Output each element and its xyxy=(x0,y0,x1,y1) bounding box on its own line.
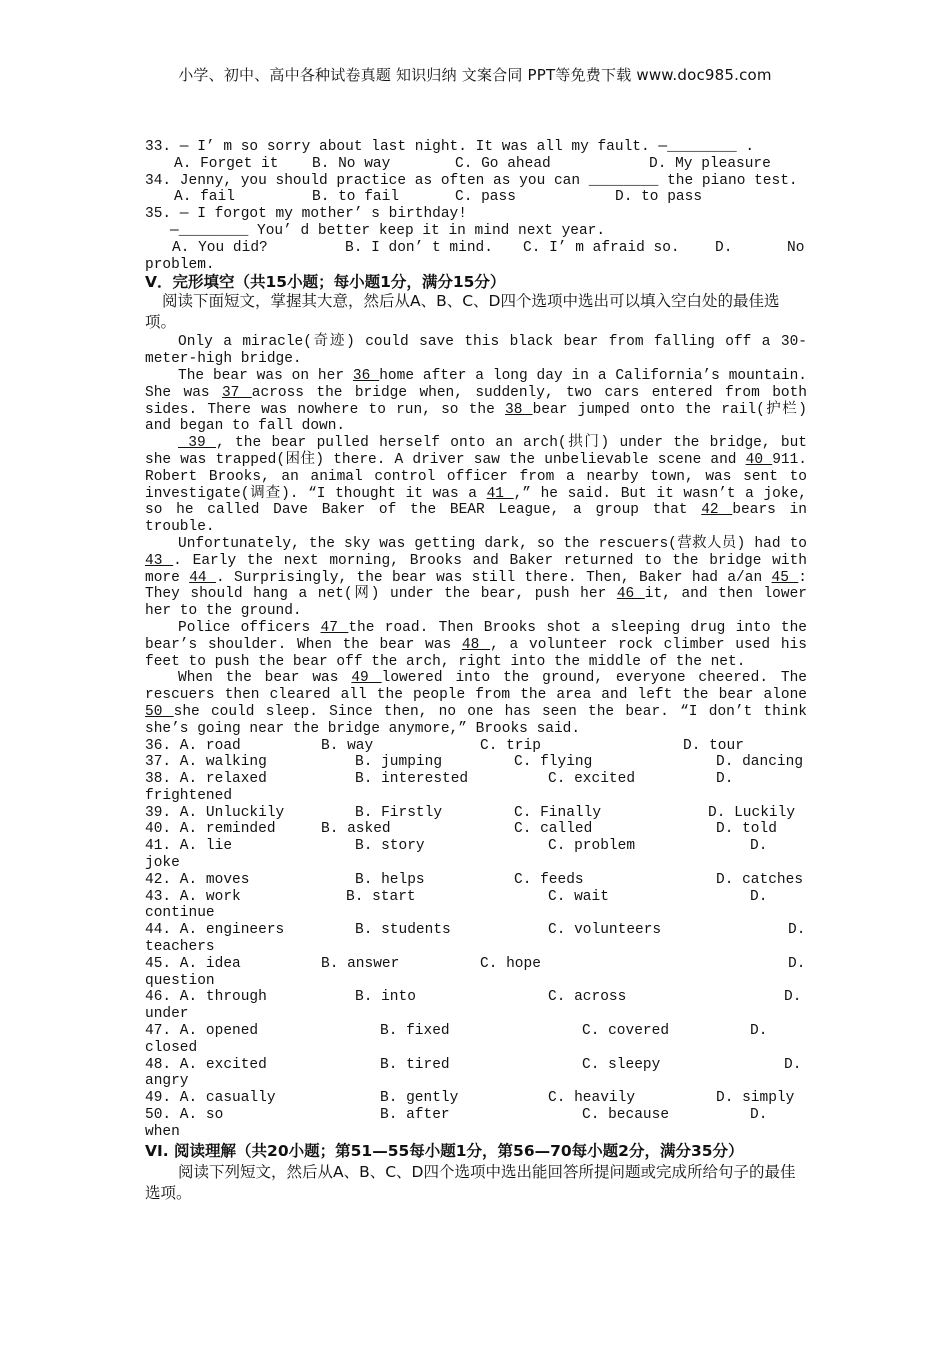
blank-40: 40 xyxy=(745,451,773,468)
option-a: A. Forget it xyxy=(174,155,279,172)
option-b: B. I don’ t mind. xyxy=(345,239,493,256)
option-a: A. You did? xyxy=(172,239,268,256)
options-47-wrap: closed xyxy=(145,1039,198,1056)
option-d-text: No xyxy=(787,239,805,256)
blank-47: 47 xyxy=(320,619,349,636)
options-40: 40. A. reminded B. asked C. called D. told xyxy=(145,821,777,838)
question-34-stem: 34. Jenny, you should practice as often as you can ________ the piano test. xyxy=(145,172,798,189)
passage-paragraph-6: When the bear was 49 lowered into the ground, everyone cheered. The rescuers then cleared all the people from the area and left the bear alone 50 she could sleep. Since then, no one has seen the bear. “I don’t think she’s going near the bridge anymore,” Brooks said. xyxy=(145,670,808,737)
question-35-options xyxy=(145,240,807,257)
options-41-wrap: joke xyxy=(145,855,180,872)
options-42: 42. A. moves B. helps C. feeds D. catches xyxy=(145,871,804,888)
blank-37: 37 xyxy=(221,384,252,401)
section-6-title: VI. 阅读理解（共20小题；第51—55每小题1分，第56—70每小题2分，满分35分） xyxy=(145,1141,744,1160)
blank-42: 42 xyxy=(701,502,733,519)
options-50-wrap: when xyxy=(145,1123,180,1140)
exam-content xyxy=(145,139,807,1204)
options-41: 41. A. lie B. story C. problem D. xyxy=(145,838,768,855)
section-5-title: V．完形填空（共15小题；每小题1分，满分15分） xyxy=(145,273,506,292)
option-c: C. I’ m afraid so. xyxy=(523,239,680,256)
passage-paragraph-1: Only a miracle(奇迹) could save this black bear from falling off a 30-meter-high bridge. xyxy=(145,334,807,368)
option-d: D. My pleasure xyxy=(649,155,771,172)
option-b: B. to fail xyxy=(312,189,400,206)
question-34-options xyxy=(145,189,807,206)
question-33-options xyxy=(145,156,807,173)
option-a: A. fail xyxy=(174,189,235,206)
passage-paragraph-4: Unfortunately, the sky was getting dark, so the rescuers(营救人员) had to 43 . Early the next morning, Brooks and Baker returned to the bridge with more 44 . Surprisingly, the bear was still there. Then, Baker had a/an 45 : They should hang a net(网) under the bear, push her 46 it, and then lower her to the ground. xyxy=(145,535,807,620)
options-44-wrap: teachers xyxy=(145,939,215,956)
question-35-stem-reply: —________ You’ d better keep it in mind next year. xyxy=(170,222,606,239)
options-46-wrap: under xyxy=(145,1006,189,1023)
option-d: D. xyxy=(715,239,733,256)
blank-44: 44 xyxy=(189,569,216,586)
blank-36: 36 xyxy=(352,367,380,384)
options-43: 43. A. work B. start C. wait D. xyxy=(145,888,768,905)
section-5-instruction: 阅读下面短文，掌握其大意，然后从A、B、C、D四个选项中选出可以填入空白处的最佳选项。 xyxy=(145,292,780,332)
options-36: 36. A. road B. way C. trip D. tour xyxy=(145,737,744,754)
options-39: 39. A. Unluckily B. Firstly C. Finally D. Luckily xyxy=(145,804,796,821)
options-47: 47. A. opened B. fixed C. covered D. xyxy=(145,1023,768,1040)
options-38: 38. A. relaxed B. interested C. excited D. xyxy=(145,771,734,788)
blank-45: 45 xyxy=(771,569,799,586)
options-45: 45. A. idea B. answer C. hope D. xyxy=(145,955,806,972)
blank-46: 46 xyxy=(616,586,645,603)
option-c: C. pass xyxy=(455,189,516,206)
blank-50: 50 xyxy=(145,703,174,720)
blank-48: 48 xyxy=(461,636,491,653)
blank-43: 43 xyxy=(145,552,174,569)
option-b: B. No way xyxy=(312,155,391,172)
options-38-wrap: frightened xyxy=(145,787,233,804)
passage-paragraph-3: 39 , the bear pulled herself onto an arch(拱门) under the bridge, but she was trapped(困住) there. A driver saw the unbelievable scene and 40 911. Robert Brooks, an animal control officer from a nearby town, was sent to investigate(调查). “I thought it was a 41 ,” he said. But it wasn’t a joke, so he called Dave Baker of the BEAR League, a group that 42 bears in trouble. xyxy=(145,435,808,536)
page-header: 小学、初中、高中各种试卷真题 知识归纳 文案合同 PPT等免费下载 www.doc985.com xyxy=(178,66,772,84)
blank-49: 49 xyxy=(351,670,382,687)
options-44: 44. A. engineers B. students C. volunteers D. xyxy=(145,922,806,939)
options-37: 37. A. walking B. jumping C. flying D. dancing xyxy=(145,754,804,771)
blank-41: 41 xyxy=(486,485,514,502)
question-35-stem: 35. — I forgot my mother’ s birthday! xyxy=(145,206,467,223)
options-49: 49. A. casually B. gently C. heavily D. simply xyxy=(145,1090,795,1107)
section-6-instruction: 阅读下列短文，然后从A、B、C、D四个选项中选出能回答所提问题或完成所给句子的最佳选项。 xyxy=(145,1162,796,1202)
options-46: 46. A. through B. into C. across D. xyxy=(145,989,802,1006)
option-c: C. Go ahead xyxy=(455,155,551,172)
options-43-wrap: continue xyxy=(145,905,215,922)
options-48: 48. A. excited B. tired C. sleepy D. xyxy=(145,1056,802,1073)
blank-39: 39 xyxy=(178,435,217,452)
options-50: 50. A. so B. after C. because D. xyxy=(145,1107,768,1124)
options-48-wrap: angry xyxy=(145,1073,189,1090)
blank-38: 38 xyxy=(505,401,533,418)
passage-paragraph-5: Police officers 47 the road. Then Brooks shot a sleeping drug into the bear’s shoulder. When the bear was 48 , a volunteer rock climber used his feet to push the bear off the arch, right into the middle of the net. xyxy=(145,619,807,670)
options-45-wrap: question xyxy=(145,972,215,989)
question-33-stem: 33. — I’ m so sorry about last night. It was all my fault. —________ . xyxy=(145,139,755,155)
passage-paragraph-2: The bear was on her 36 home after a long day in a California’s mountain. She was 37 across the bridge when, suddenly, two cars entered from both sides. There was nowhere to run, so the 38 bear jumped onto the rail(护栏) and began to fall down. xyxy=(145,367,808,435)
option-d-wrap: problem. xyxy=(145,256,215,273)
option-d: D. to pass xyxy=(615,189,703,206)
